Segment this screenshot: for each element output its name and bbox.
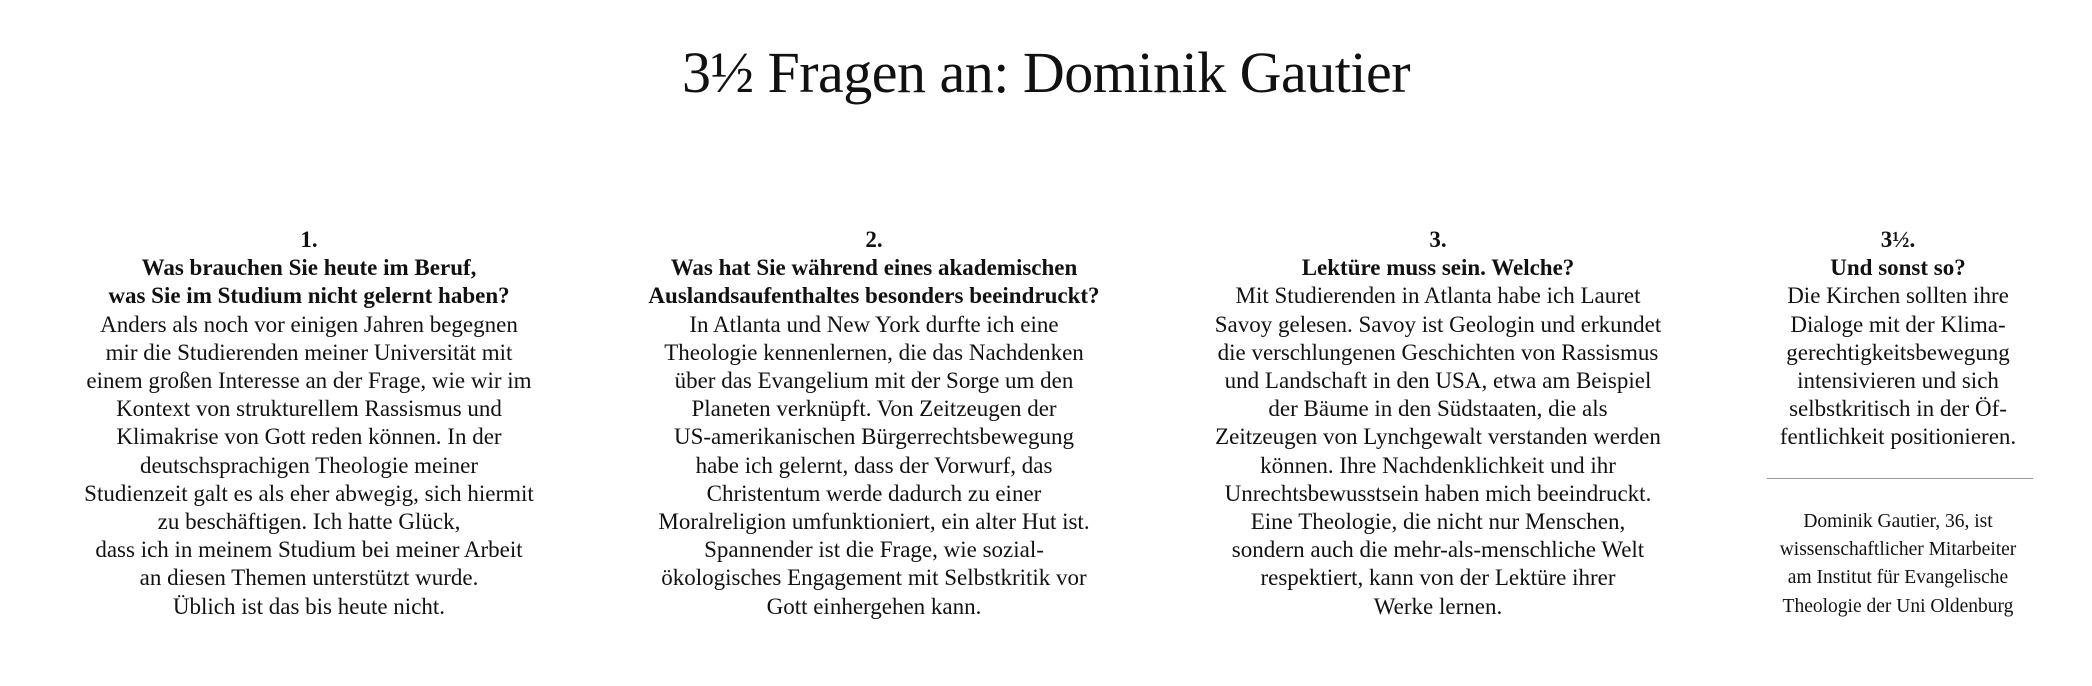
- answer-line: Gott einhergehen kann.: [766, 593, 982, 619]
- answer-line: ökologisches Engagement mit Selbstkritik vor: [661, 565, 1087, 591]
- page-title: 3½ Fragen an: Dominik Gautier: [681, 40, 1411, 105]
- question-line: Lektüre muss sein. Welche?: [1301, 255, 1575, 281]
- bio-line: am Institut für Evangelische: [1787, 567, 2009, 589]
- answer-line: Werke lernen.: [1373, 593, 1503, 619]
- answer-line: der Bäume in den Südstaaten, die als: [1268, 396, 1608, 422]
- author-bio: [1762, 508, 2034, 621]
- answer-line: Zeitzeugen von Lynchgewalt verstanden werden: [1215, 424, 1661, 450]
- question-column-2: [622, 226, 1126, 621]
- question-text: [1762, 254, 2034, 282]
- answer-line: Klimakrise von Gott reden können. In der: [116, 424, 502, 450]
- answer-line: fentlichkeit positionieren.: [1779, 424, 2017, 450]
- bio-line: wissenschaftlicher Mitarbeiter: [1779, 539, 2017, 561]
- answer-text: [622, 311, 1126, 621]
- answer-line: sondern auch die mehr-als-menschliche Welt: [1231, 537, 1645, 563]
- question-column-1: [57, 226, 561, 621]
- answer-line: können. Ihre Nachdenklichkeit und ihr: [1260, 452, 1616, 478]
- answer-line: Anders als noch vor einigen Jahren begegnen: [100, 311, 518, 337]
- question-number: 3.: [1429, 227, 1447, 252]
- answer-line: Unrechtsbewusstsein haben mich beeindruckt.: [1224, 480, 1652, 506]
- answer-line: mir die Studierenden meiner Universität mit: [105, 339, 513, 365]
- answer-line: dass ich in meinem Studium bei meiner Arbeit: [95, 537, 523, 563]
- answer-line: selbstkritisch in der Öf-: [1789, 396, 2007, 422]
- question-line: Was brauchen Sie heute im Beruf,: [141, 255, 477, 281]
- answer-line: Studienzeit galt es als eher abwegig, sich hiermit: [84, 480, 534, 506]
- answer-line: Eine Theologie, die nicht nur Menschen,: [1250, 509, 1626, 535]
- answer-line: US-amerikanischen Bürgerrechtsbewegung: [673, 424, 1075, 450]
- answer-line: Christentum werde dadurch zu einer: [706, 480, 1042, 506]
- answer-line: an diesen Themen unterstützt wurde.: [139, 565, 479, 591]
- answer-line: Savoy gelesen. Savoy ist Geologin und erkundet: [1214, 311, 1662, 337]
- answer-line: Kontext von strukturellem Rassismus und: [116, 396, 502, 422]
- answer-line: Theologie kennenlernen, die das Nachdenken: [664, 339, 1084, 365]
- answer-line: gerechtigkeitsbewegung: [1786, 339, 2010, 365]
- answer-line: zu beschäftigen. Ich hatte Glück,: [157, 509, 461, 535]
- question-column-3: [1186, 226, 1690, 621]
- answer-line: Moralreligion umfunktioniert, ein alter Hut ist.: [658, 509, 1090, 535]
- answer-text: [1762, 282, 2034, 451]
- question-line: Was hat Sie während eines akademischen: [670, 255, 1078, 281]
- answer-text: [57, 311, 561, 621]
- bio-line: Dominik Gautier, 36, ist: [1803, 511, 1993, 532]
- question-number: 1.: [300, 227, 318, 252]
- answer-line: die verschlungenen Geschichten von Rassismus: [1217, 339, 1659, 365]
- question-number: 2.: [865, 227, 883, 252]
- answer-line: Spannender ist die Frage, wie sozial-: [704, 537, 1044, 563]
- answer-line: Mit Studierenden in Atlanta habe ich Lauret: [1235, 283, 1641, 309]
- answer-line: Üblich ist das bis heute nicht.: [172, 593, 446, 619]
- answer-line: Dialoge mit der Klima-: [1790, 311, 2006, 337]
- question-text: [622, 254, 1126, 310]
- question-column-3-5: [1762, 226, 2034, 452]
- answer-line: und Landschaft in den USA, etwa am Beispiel: [1224, 368, 1652, 394]
- question-text: [1186, 254, 1690, 282]
- answer-line: Die Kirchen sollten ihre: [1787, 283, 2009, 309]
- answer-line: intensivieren und sich: [1797, 368, 1999, 394]
- answer-line: deutschsprachigen Theologie meiner: [139, 452, 479, 478]
- question-text: [57, 254, 561, 310]
- answer-line: respektiert, kann von der Lektüre ihrer: [1260, 565, 1616, 591]
- answer-line: habe ich gelernt, dass der Vorwurf, das: [695, 452, 1053, 478]
- question-line: was Sie im Studium nicht gelernt haben?: [108, 283, 510, 309]
- bio-line: Theologie der Uni Oldenburg: [1782, 595, 2014, 617]
- answer-line: einem großen Interesse an der Frage, wie wir im: [86, 368, 532, 394]
- question-line: Auslandsaufenthaltes besonders beeindruckt?: [648, 283, 1100, 309]
- answer-line: Planeten verknüpft. Von Zeitzeugen der: [691, 396, 1057, 422]
- bio-divider: [1767, 478, 2033, 479]
- question-line: Und sonst so?: [1830, 255, 1966, 281]
- question-number: 3½.: [1880, 227, 1916, 252]
- answer-line: über das Evangelium mit der Sorge um den: [674, 368, 1074, 394]
- answer-text: [1186, 282, 1690, 620]
- answer-line: In Atlanta und New York durfte ich eine: [689, 311, 1059, 337]
